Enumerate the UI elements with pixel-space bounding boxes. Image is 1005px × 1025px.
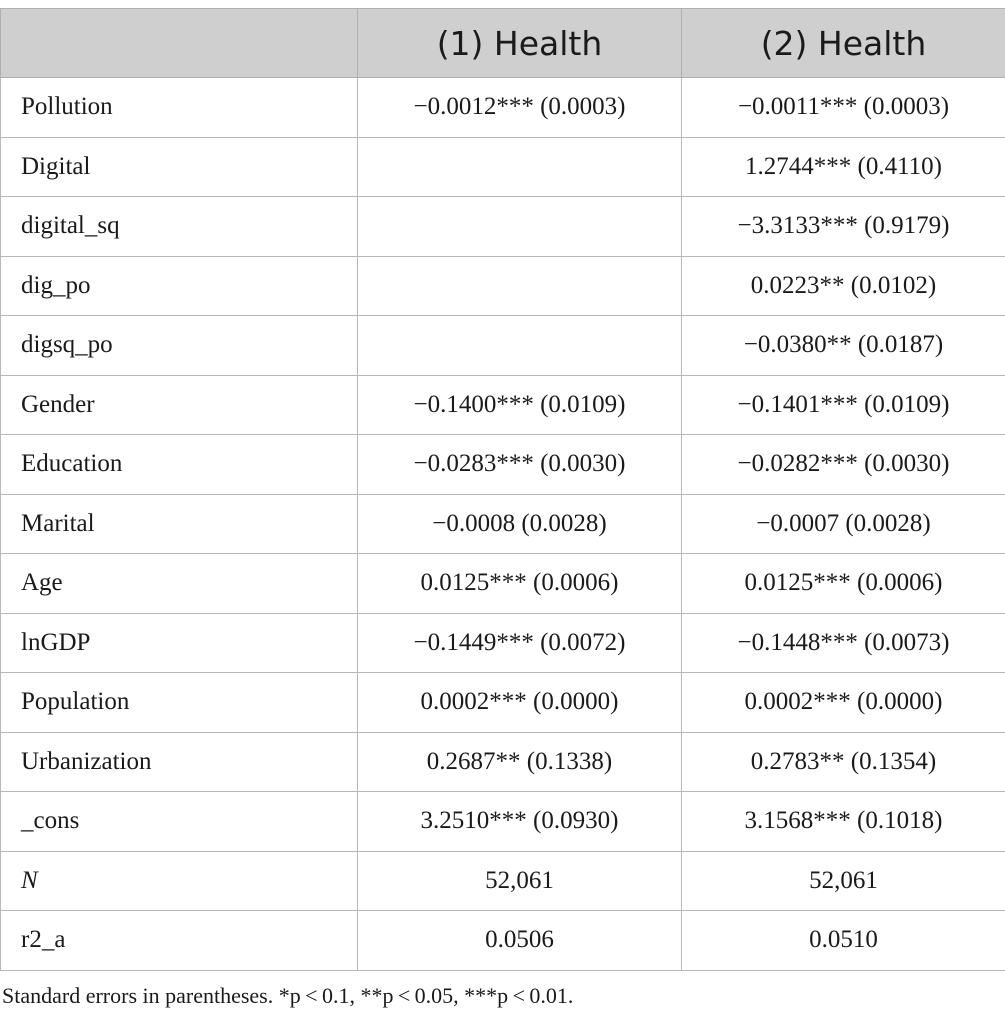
header-variable [1, 9, 358, 78]
model-1-value: 0.0506 [358, 911, 682, 971]
model-2-value: −0.1448*** (0.0073) [682, 613, 1005, 673]
model-2-value: −0.0282*** (0.0030) [682, 435, 1005, 495]
model-2-value: 0.0510 [682, 911, 1005, 971]
header-model-1: (1) Health [358, 9, 682, 78]
model-1-value [358, 137, 682, 197]
table-row [1, 197, 1005, 257]
table-row [1, 732, 1005, 792]
table-row [1, 137, 1005, 197]
model-1-value: −0.0012*** (0.0003) [358, 78, 682, 138]
table-row [1, 792, 1005, 852]
model-1-value: 3.2510*** (0.0930) [358, 792, 682, 852]
row-label: Digital [1, 137, 358, 197]
model-2-value: −0.1401*** (0.0109) [682, 375, 1005, 435]
table-row [1, 673, 1005, 733]
table-row [1, 494, 1005, 554]
table-row [1, 375, 1005, 435]
model-1-value: 0.0125*** (0.0006) [358, 554, 682, 614]
model-2-value: 0.0125*** (0.0006) [682, 554, 1005, 614]
model-2-value: −0.0011*** (0.0003) [682, 78, 1005, 138]
table-row [1, 316, 1005, 376]
model-2-value: 52,061 [682, 851, 1005, 911]
model-1-value: −0.1400*** (0.0109) [358, 375, 682, 435]
model-1-value: 0.0002*** (0.0000) [358, 673, 682, 733]
model-2-value: 0.0223** (0.0102) [682, 256, 1005, 316]
model-2-value: 0.2783** (0.1354) [682, 732, 1005, 792]
table-row [1, 256, 1005, 316]
model-1-value [358, 197, 682, 257]
model-2-value: −3.3133*** (0.9179) [682, 197, 1005, 257]
model-1-value: −0.0283*** (0.0030) [358, 435, 682, 495]
row-label: dig_po [1, 256, 358, 316]
row-label: Population [1, 673, 358, 733]
row-label: lnGDP [1, 613, 358, 673]
table-row [1, 78, 1005, 138]
table-footnote: Standard errors in parentheses. *p < 0.1, **p < 0.05, ***p < 0.01. [2, 983, 574, 1008]
model-1-value: 0.2687** (0.1338) [358, 732, 682, 792]
model-1-value [358, 256, 682, 316]
model-1-value: −0.0008 (0.0028) [358, 494, 682, 554]
model-1-value: 52,061 [358, 851, 682, 911]
row-label: Gender [1, 375, 358, 435]
table-row [1, 554, 1005, 614]
table-row [1, 435, 1005, 495]
model-1-value: −0.1449*** (0.0072) [358, 613, 682, 673]
row-label: Urbanization [1, 732, 358, 792]
row-label: r2_a [1, 911, 358, 971]
table-row [1, 851, 1005, 911]
header-row [1, 9, 1005, 78]
model-2-value: 3.1568*** (0.1018) [682, 792, 1005, 852]
table-row [1, 613, 1005, 673]
row-label: N [1, 851, 358, 911]
header-model-2: (2) Health [682, 9, 1005, 78]
model-2-value: 0.0002*** (0.0000) [682, 673, 1005, 733]
model-2-value: −0.0007 (0.0028) [682, 494, 1005, 554]
row-label: Marital [1, 494, 358, 554]
model-2-value: −0.0380** (0.0187) [682, 316, 1005, 376]
row-label: Age [1, 554, 358, 614]
row-label: _cons [1, 792, 358, 852]
row-label: Pollution [1, 78, 358, 138]
model-1-value [358, 316, 682, 376]
row-label: Education [1, 435, 358, 495]
row-label: digsq_po [1, 316, 358, 376]
model-2-value: 1.2744*** (0.4110) [682, 137, 1005, 197]
row-label: digital_sq [1, 197, 358, 257]
regression-table [0, 8, 1005, 971]
table-row [1, 911, 1005, 971]
